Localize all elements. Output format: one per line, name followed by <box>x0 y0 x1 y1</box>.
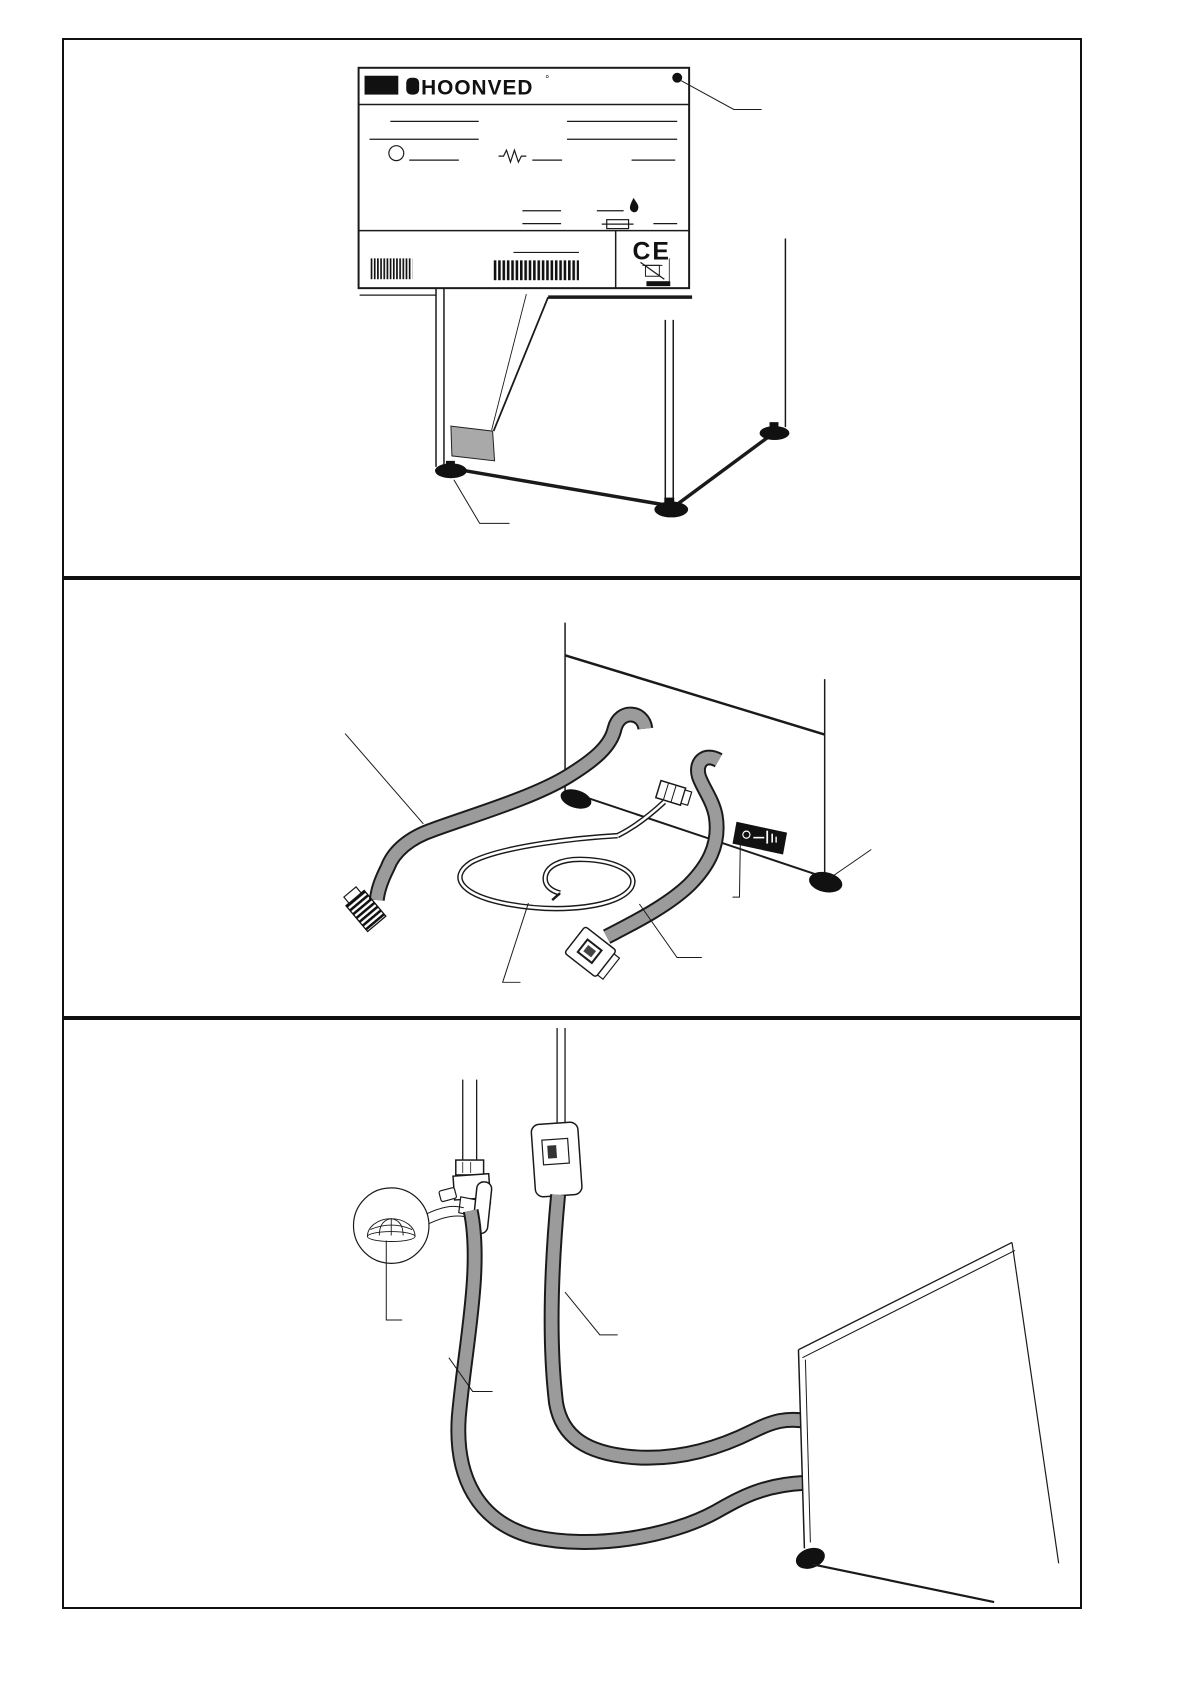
machine-corner-drawing <box>793 1242 1059 1602</box>
leader-line-drain-hose <box>565 1292 618 1335</box>
wall-drain-fitting <box>531 1122 583 1198</box>
leader-lines <box>345 734 740 983</box>
union-nut <box>456 1160 484 1175</box>
leader-line-foot-right <box>830 850 872 879</box>
water-tap-assembly <box>439 1080 493 1235</box>
brand-logo-block-icon <box>365 76 399 95</box>
barcode-icon-left <box>370 258 413 279</box>
hookup-canvas <box>64 1020 1080 1607</box>
figure-rating-plate-location <box>62 38 1082 578</box>
supply-hose <box>564 758 718 982</box>
inlet-hose-run <box>458 1211 805 1542</box>
drain-standpipe <box>531 1028 583 1197</box>
plate-location-patch <box>451 426 495 461</box>
registered-mark: ° <box>545 74 550 86</box>
figure-rear-connections <box>62 578 1082 1018</box>
brand-logo-glyph-icon <box>406 78 419 95</box>
leader-line-drain-hose <box>345 734 423 824</box>
barcode-icon-right <box>493 260 579 280</box>
leader-line-power-cord <box>503 903 529 982</box>
figure-water-drain-hookup <box>62 1018 1082 1609</box>
drain-hose-run <box>552 1195 809 1458</box>
brand-logo-text: HOONVED <box>421 76 534 100</box>
filter-detail-magnifier <box>353 1188 464 1320</box>
rear-connections-canvas <box>64 580 1080 1016</box>
ce-mark: CE <box>632 238 671 266</box>
rivet-dot-icon <box>672 73 682 83</box>
leader-line-foot <box>454 480 510 524</box>
leader-line-rivet <box>681 81 761 110</box>
adjustable-foot-front-left <box>435 461 467 478</box>
adjustable-foot-left <box>558 786 594 812</box>
rating-plate-figure-canvas <box>64 40 1080 576</box>
rating-plate <box>359 68 762 288</box>
fitting-latch <box>547 1145 557 1159</box>
